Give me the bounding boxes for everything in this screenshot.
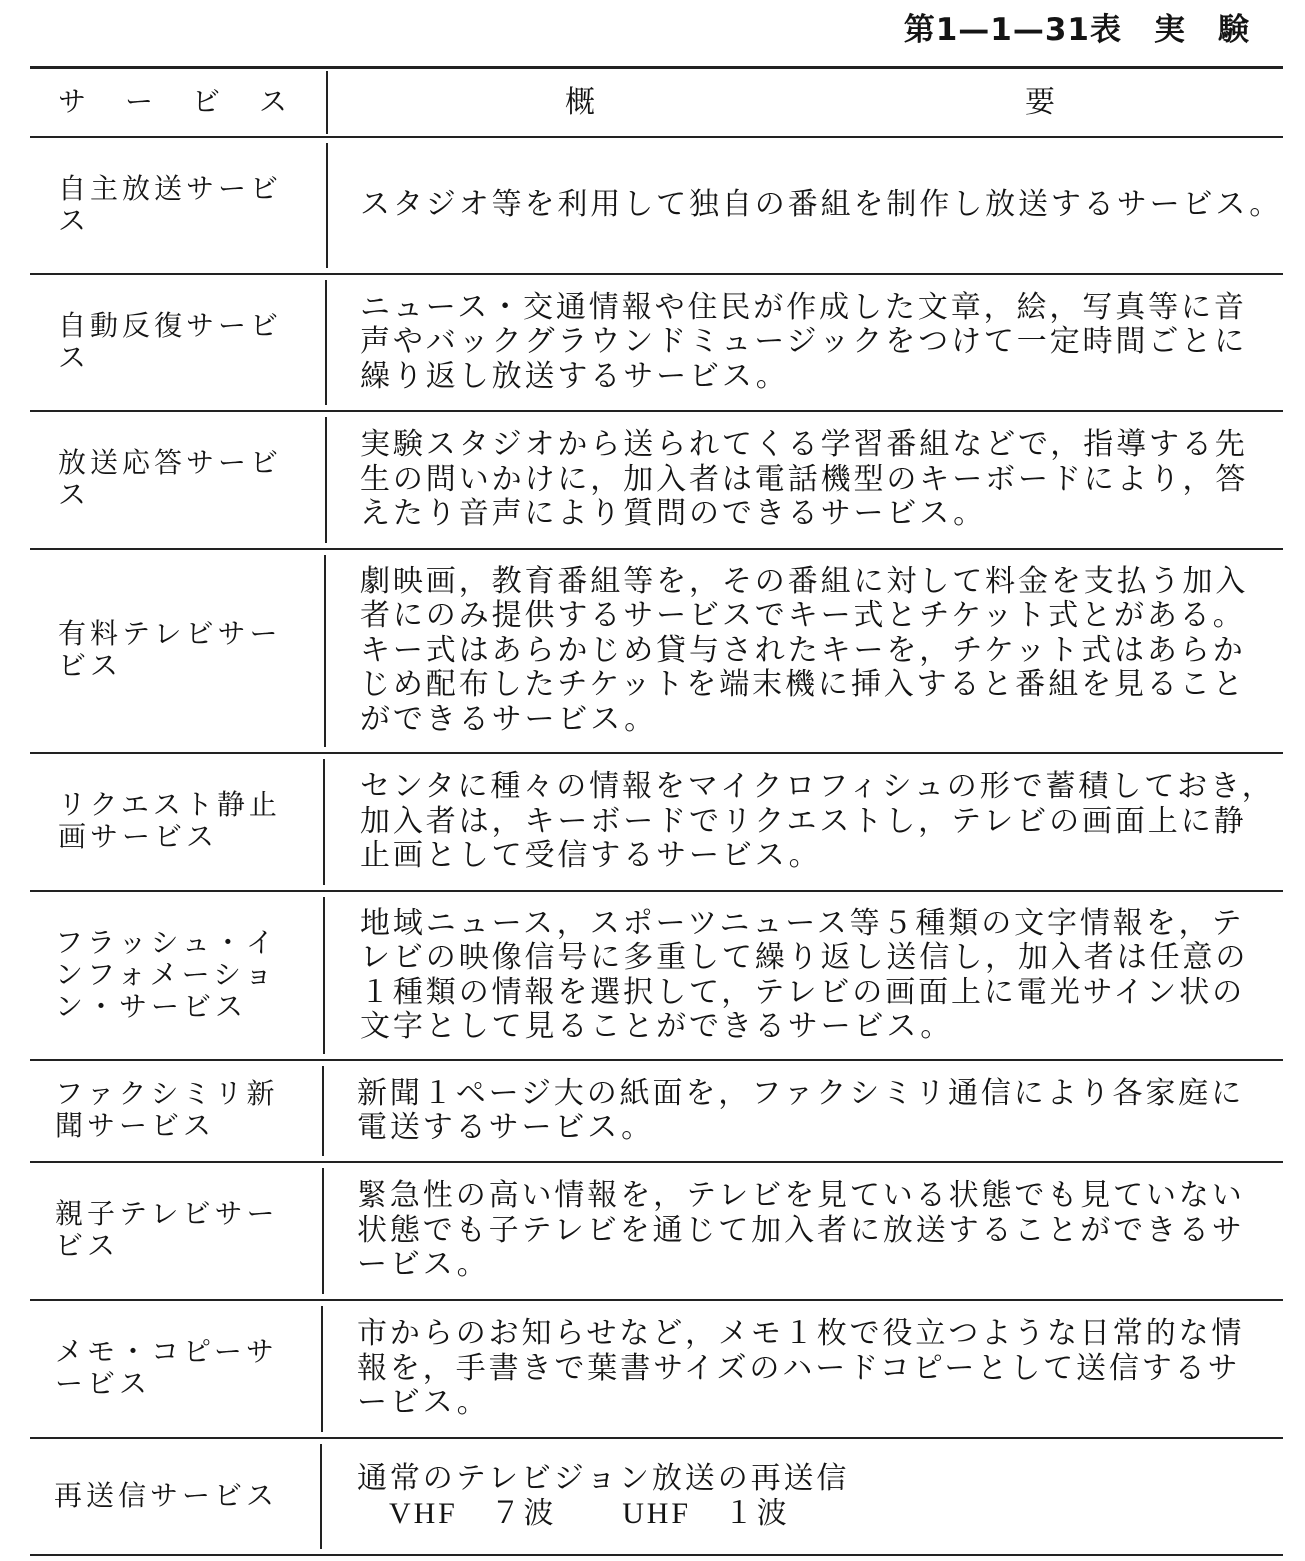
summary-cell [360, 138, 1283, 273]
summary-cell [357, 1301, 1283, 1437]
service-name-line: 放送応答サービ [58, 448, 283, 479]
service-name-line: 自主放送サービ [58, 173, 283, 205]
summary-line: 繰り返し放送するサービス。 [360, 359, 789, 393]
table-row [30, 1439, 1283, 1554]
summary-line: ができるサービス。 [360, 702, 657, 736]
summary-cell [360, 754, 1283, 890]
service-name-line: 再送信サービス [54, 1480, 279, 1512]
summary-line: 電送するサービス。 [357, 1111, 654, 1144]
service-name-cell [30, 138, 326, 273]
summary-line: 状態でも子テレビを通じて加入者に放送することができるサ [357, 1213, 1245, 1247]
service-name-cell [30, 892, 326, 1059]
service-name-line: メモ・コピーサ [55, 1337, 278, 1368]
service-name-line: ス [58, 342, 91, 374]
service-name-cell [30, 1301, 326, 1437]
summary-line: 報を，手書きで葉書サイズのハードコピーとして送信するサ [357, 1351, 1241, 1385]
summary-cell [357, 1439, 1283, 1554]
table-row [30, 1163, 1283, 1299]
summary-line: VHF ７波 UHF １波 [389, 1496, 790, 1530]
summary-line: レビの映像信号に多重して繰り返し送信し，加入者は任意の [360, 941, 1249, 974]
table-bottom-rule [30, 1554, 1283, 1556]
summary-cell [360, 275, 1283, 410]
column-divider [321, 1306, 323, 1432]
summary-line: ービス。 [357, 1386, 490, 1420]
summary-line: 生の問いかけに，加入者は電話機型のキーボードにより，答 [360, 462, 1249, 496]
column-divider [326, 71, 328, 134]
header-service-cell [30, 69, 326, 136]
service-name-line: ビス [58, 651, 123, 682]
service-name-line: 画サービス [58, 822, 219, 853]
column-divider [324, 555, 326, 747]
service-name-line: 聞サービス [55, 1111, 216, 1142]
service-name-line: 親子テレビサー [55, 1199, 279, 1230]
summary-line: 者にのみ提供するサービスでキー式とチケット式とがある。 [360, 599, 1246, 633]
service-name-line: フラッシュ・イ [55, 927, 278, 959]
table-row [30, 1061, 1283, 1161]
service-name-cell [30, 1163, 326, 1299]
summary-line: ービス。 [357, 1248, 490, 1282]
column-divider [323, 897, 325, 1054]
service-name-line: ンフォメーショ [55, 959, 277, 991]
summary-line: センタに種々の情報をマイクロフィシュの形で蓄積しておき， [360, 770, 1275, 804]
service-name-line: ファクシミリ新 [55, 1079, 279, 1110]
table-row [30, 138, 1283, 273]
summary-cell [360, 892, 1283, 1059]
service-name-cell [30, 1439, 326, 1554]
table-row [30, 1301, 1283, 1437]
summary-line: 実験スタジオから送られてくる学習番組などで，指導する先 [360, 428, 1248, 462]
service-name-line: ス [58, 205, 91, 237]
column-divider [322, 1168, 324, 1294]
table-row [30, 412, 1283, 548]
column-divider [320, 1444, 322, 1549]
service-name-line: 有料テレビサー [58, 619, 282, 650]
table-row [30, 550, 1283, 752]
service-name-line: 自動反復サービ [58, 310, 283, 342]
service-name-line: リクエスト静止 [58, 790, 281, 821]
column-divider [325, 280, 327, 405]
summary-line: 新聞１ページ大の紙面を，ファクシミリ通信により各家庭に [357, 1076, 1245, 1110]
summary-line: １種類の情報を選択して，テレビの画面上に電光サイン状の [360, 975, 1245, 1009]
column-divider [325, 417, 327, 543]
service-name-cell [30, 1061, 326, 1161]
header-service-label: サービス [58, 86, 327, 118]
service-name-cell [30, 412, 326, 548]
column-divider [322, 1066, 324, 1156]
summary-cell [360, 550, 1283, 752]
summary-cell [357, 1061, 1283, 1161]
summary-line: 文字として見ることができるサービス。 [360, 1010, 954, 1043]
summary-line: ニュース・交通情報や住民が作成した文章，絵，写真等に音 [360, 290, 1247, 324]
header-summary-cell [360, 69, 1283, 136]
table-header-row [30, 69, 1283, 136]
summary-line: じめ配布したチケットを端末機に挿入すると番組を見ること [360, 668, 1246, 702]
service-name-line: ス [58, 480, 91, 511]
summary-line: キー式はあらかじめ貸与されたキーを，チケット式はあらか [360, 633, 1246, 667]
summary-line: えたり音声により質問のできるサービス。 [360, 497, 986, 531]
summary-cell [360, 412, 1283, 548]
summary-line: 加入者は，キーボードでリクエストし，テレビの画面上に静 [360, 804, 1247, 838]
summary-line: 市からのお知らせなど，メモ１枚で役立つような日常的な情 [357, 1317, 1245, 1351]
column-divider [323, 759, 325, 885]
service-name-line: ン・サービス [55, 991, 248, 1023]
summary-line: 声やバックグラウンドミュージックをつけて一定時間ごとに [360, 325, 1248, 359]
service-name-cell [30, 754, 326, 890]
service-name-cell [30, 275, 326, 410]
summary-line: 通常のテレビジョン放送の再送信 [357, 1462, 850, 1495]
summary-line: 地域ニュース，スポーツニュース等５種類の文字情報を，テ [360, 906, 1245, 940]
column-divider [326, 143, 328, 268]
summary-line: 緊急性の高い情報を，テレビを見ている状態でも見ていない [357, 1179, 1245, 1213]
table-row [30, 892, 1283, 1059]
summary-line: スタジオ等を利用して独自の番組を制作し放送するサービス。 [360, 188, 1283, 222]
summary-line: 止画として受信するサービス。 [360, 839, 822, 873]
summary-line: 劇映画，教育番組等を，その番組に対して料金を支払う加入 [360, 564, 1249, 598]
table-row [30, 275, 1283, 410]
service-name-line: ービス [55, 1369, 152, 1400]
summary-cell [357, 1163, 1283, 1299]
service-name-cell [30, 550, 326, 752]
service-name-line: ビス [55, 1231, 120, 1262]
header-summary-label: 概要 [565, 85, 1055, 119]
table-title: 第1—1—31表 実 験 [903, 12, 1250, 48]
table-row [30, 754, 1283, 890]
